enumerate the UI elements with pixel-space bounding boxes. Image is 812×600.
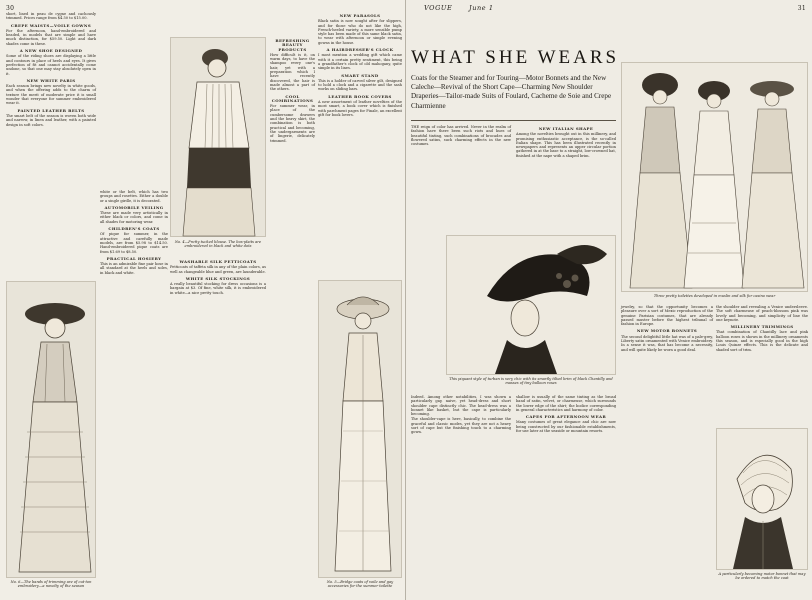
running-head-date: June 1	[469, 4, 494, 12]
right-column-3	[621, 305, 713, 595]
body-paragraph: Each season brings new novelty in white goods, and when the offering adds to the charm of texture the merit of moderate price it is small wonder that everyone for summer embroidered wear it.	[6, 84, 96, 106]
section-heading: LEATHER BOOK COVERS	[328, 93, 392, 99]
section-heading: A HAIRDRESSER'S CLOCK	[326, 47, 394, 53]
left-column-1	[6, 12, 96, 274]
section-heading: A NEW SHOE DESIGNED	[19, 48, 83, 54]
section-heading: PRACTICAL HOSIERY	[106, 255, 162, 261]
title-rule	[411, 120, 616, 121]
illustration-bridge-coat	[318, 280, 402, 578]
caption-motor-bonnet: A particularly becoming motor bonnet that may be ordered to match the coat	[718, 572, 806, 581]
illustration-tucked-blouse	[170, 37, 266, 237]
bridge-coat-drawing	[319, 281, 403, 579]
left-page-number: 30	[6, 5, 15, 12]
motor-bonnet-drawing	[717, 429, 809, 571]
body-paragraph: These are made very artistically in either black or colors, and come in all shades for motoring wear.	[100, 211, 168, 224]
caption-turban-hat: This piquant style of turban is very chic with its smartly tilted brim of black Chantilly and masses of tiny balloon roses	[449, 377, 613, 386]
illustration-turban-hat	[446, 235, 616, 375]
section-heading: CHILDREN'S COATS	[108, 226, 160, 232]
caption-figure-5: No. 5—Bridge coats of voile and gay accessories for the summer toilette	[326, 580, 394, 589]
body-paragraph: How difficult is it, on warm days, to have the shampoo every one's hair, yet with a preparation which I have recently discovered, the hair is made almost a part of the others.	[270, 52, 315, 92]
lace-gown-drawing	[7, 282, 97, 579]
caption-figure-6: No. 6—The bands of trimming are of cut-ton embroidery—a novelty of the season	[10, 580, 92, 589]
page-subtitle: Coats for the Steamer and for Touring—Motor Bonnets and the New Caleche—Revival of the Short Cape—Charming New Shoulder Draperies—Tailor-made Suits of Foulard, Cacheme de Soie and Crepe Charmienne	[411, 74, 612, 110]
section-heading: NEW ITALIAN SHAPE	[538, 126, 594, 131]
section-heading: AUTOMOBILE VEILING	[104, 204, 164, 210]
caption-three-toilettes: Three pretty toilettes developed in muslin and silk for casino wear	[653, 294, 776, 298]
left-column-3	[170, 258, 266, 578]
body-paragraph: Black satin is now sought after for slippers, and for those who do not like the high, French-heeled variety, a more sensible pump style has been made of this same black satin, to wear with afternoon or simple evening gowns in the house.	[318, 19, 402, 45]
body-paragraph: Of pique for summer, in the attractive and carefully made models, are from $5.98 to $14.50. Hand-embroidered pique coats are from $1.69 to $8.50.	[100, 232, 168, 254]
body-paragraph: Among the novelties brought out in this millinery, and promising enthusiastic acceptance, is the so-called Italian shape. This has been illustrated recently in newspapers and represents an upper circular portion gathered in at the base to a straight, low-crowned hat, finished at the nape with a shaped brim.	[516, 132, 616, 158]
illustration-lace-gown	[6, 281, 96, 578]
page-title: WHAT SHE WEARS	[411, 47, 620, 68]
body-paragraph: For the afternoon, hand-embroidered and beaded, in models that are simple and have much distinction, for $59.50. Light and dark shades come in these.	[6, 28, 96, 46]
body-paragraph: A really beautiful stocking for dress occasions is a bargain at $3. Of fine, white silk, it is embroidered in white—a nice pretty touch.	[170, 282, 266, 295]
body-paragraph: THE reign of color has arrived. Never in the realm of fashion have there been such riots and hues of beautiful tinting, such combinations of brocades and flowered satins, such charming effects in the new costumes.	[411, 125, 511, 147]
body-paragraph: short, lined in peau de cygne and cachously trimmed. Prices range from $4.50 to $15.00.	[6, 12, 96, 21]
body-paragraph: I most mention a wedding gift which came with it a certain pretty sentiment, this being a grandfather's clock of old mahogany, quite simple in its lines.	[318, 53, 402, 71]
section-heading: CAPES FOR AFTERNOON WEAR	[525, 414, 607, 420]
illustration-motor-bonnet	[716, 428, 808, 570]
section-heading: CREPE WAISTS—VOILE GOWNS	[10, 22, 92, 28]
left-column-3-top	[270, 37, 315, 577]
right-column-4	[716, 305, 808, 423]
section-heading: NEW MOTOR BONNETS	[636, 328, 698, 334]
illustration-three-toilettes	[621, 62, 808, 292]
section-heading: MILLINERY TRIMMINGS	[730, 324, 794, 330]
section-heading: REFRESHING BEAUTY PRODUCTS	[275, 38, 310, 52]
body-paragraph: That combination of Chantilly lace and pink balloon roses is shown in the millinery ornaments this season, and is especially good in the high Louis Quinze effects. This is the delicate and shaded sort of trim.	[716, 330, 808, 352]
body-paragraph: For summer wear, in place of the cumbersome drawers and the heavy skirt, the combination is both practical and becoming, the undergarments are of lingerie, delicately trimmed.	[270, 104, 315, 143]
section-heading: WASHABLE SILK PETTICOATS	[179, 259, 257, 264]
running-head-brand: VOGUE	[424, 4, 453, 12]
body-paragraph: Petticoats of taffeta silk in any of the plain colors, as well as changeable blue and green, are launderable.	[170, 265, 266, 274]
body-paragraph: The second delightful little hat was of a pale-grey, Liberty satin ornamented with Venice embroidery. In a sense it was, that has become a necessity, and will quite likely be worn a good deal.	[621, 334, 713, 352]
three-toilettes-drawing	[622, 63, 809, 293]
right-page-number: 31	[797, 5, 806, 12]
right-column-2-lower	[516, 395, 616, 595]
right-page	[406, 0, 812, 600]
section-heading: NEW PARASOLS	[339, 13, 381, 18]
section-heading: COOL COMBINATIONS	[271, 93, 314, 103]
body-paragraph: the shoulder and revealing a Venice undersleeve. The soft charmeuse of peach-blossom pink was lovely and becoming, and simplicity of line the one keynote.	[716, 305, 808, 322]
right-column-1	[411, 125, 511, 233]
body-paragraph: shallow is usually of the same tinting as the broad band of satin, velvet, or charmeuse, which surrounds the lower edge of the shirt; the bodice corresponding in general characteristics and harmony of color.	[516, 395, 616, 412]
body-paragraph: white or the belt, which has two groups and rosettes. Either a double or a single girdle, it is decorated.	[100, 190, 168, 203]
tucked-blouse-drawing	[171, 38, 267, 238]
section-heading: WHITE SILK STOCKINGS	[185, 275, 251, 281]
caption-figure-4: No. 4—Pretty tucked blouse. The box-plaits are embroidered in black and white dots	[174, 240, 262, 249]
left-column-2	[100, 190, 168, 275]
body-paragraph: jewelry, so that the opportunity becomes a pleasure over a sort of Mexic reproduction of the genuine Parisian costumes, that are already passed muster before the highest tribunal of fashion in Europe.	[621, 305, 713, 327]
body-paragraph: A new assortment of leather novelties of the most smart, a book cover which is finished with parchment pages for Finale, an excellent gift for book lovers.	[318, 100, 402, 117]
section-heading: NEW WHITE PARIS	[26, 77, 76, 83]
section-heading: PAINTED LEATHER BELTS	[17, 107, 85, 113]
body-paragraph: This is an admirable fine pair hose in all standard at the heels and soles, in black and white.	[100, 262, 168, 275]
left-column-4	[318, 12, 402, 274]
body-paragraph: This is a holder of carved silver gilt, designed to hold a clock and a cigarette and the sash works on sliding bars.	[318, 78, 402, 92]
right-column-2	[516, 125, 616, 233]
body-paragraph: Many costumes of great elegance and chic are now being constructed by our fashionable establishments, for use later at the seaside or mountain resorts.	[516, 420, 616, 434]
section-heading: SMART STAND	[341, 72, 379, 78]
body-paragraph: Indeed. Among other notabilities, I was shown a particularly gay, naive, yet head-dress and short shoulder cape distinctly chic. The head-dress was a bonnet like basket, but the cape is particularly becoming.	[411, 395, 511, 417]
turban-hat-drawing	[447, 236, 617, 376]
body-paragraph: The smart belt of the season is woven both wide and narrow, in linen and leather, with a painted design in soft colors.	[6, 113, 96, 127]
right-column-1-lower	[411, 395, 511, 595]
body-paragraph: The shoulder-cape is here, basically, to combine the graceful and classic modes, yet they are not a heavy sort of cape but the finishing touch to a charming gown.	[411, 417, 511, 435]
body-paragraph: Some of the riding shoes are displaying a little and contours in place of heels and eyes. It gives perfection of fit and cannot accidentally come undone, so that one may stay absolutely open in it.	[6, 54, 96, 76]
